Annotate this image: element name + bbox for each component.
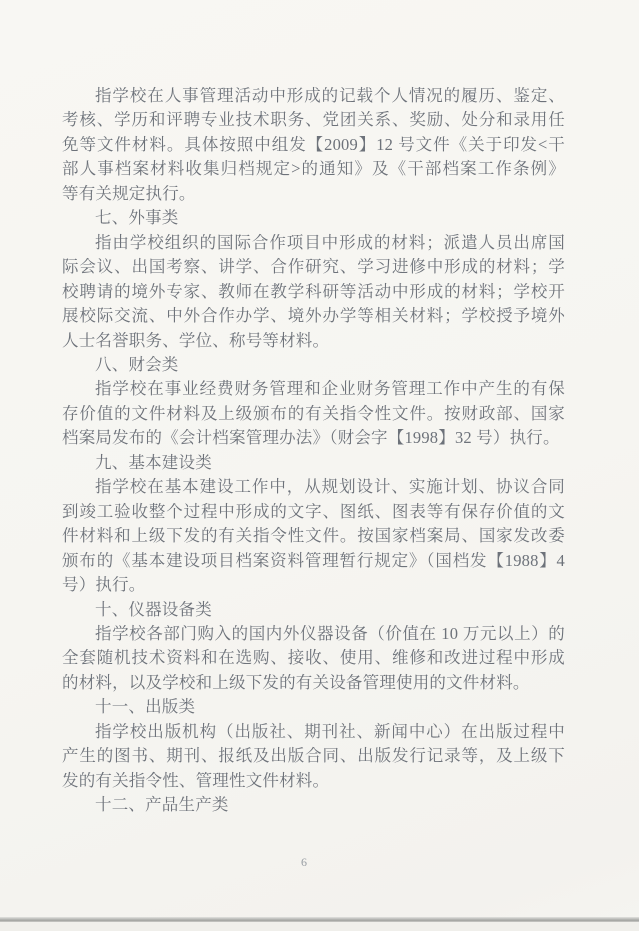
text-line: 人士名誉职务、学位、称号等材料。: [62, 330, 330, 350]
text-line: 产生的图书、期刊、报纸及出版合同、出版发行记录等，及上级下: [62, 746, 565, 766]
text-line: 免等文件材料。具体按照中组发【2009】12 号文件《关于印发<干: [62, 134, 565, 154]
document-body: [62, 84, 565, 818]
text-line: 指学校在基本建设工作中，从规划设计、实施计划、协议合同: [95, 477, 565, 497]
section-heading: 十二、产品生产类: [95, 795, 229, 815]
text-line: 际会议、出国考察、讲学、合作研究、学习进修中形成的材料；学: [62, 257, 565, 277]
section-heading: 十、仪器设备类: [95, 599, 212, 619]
text-line: 全套随机技术资料和在选购、接收、使用、维修和改进过程中形成: [62, 648, 565, 668]
text-line: 展校际交流、中外合作办学、境外办学等相关材料；学校授予境外: [62, 306, 565, 326]
section-heading: 八、财会类: [95, 354, 179, 374]
section-heading: 十一、出版类: [95, 697, 196, 717]
text-line: 指由学校组织的国际合作项目中形成的材料；派遣人员出席国: [95, 232, 565, 252]
section-heading: 九、基本建设类: [95, 452, 212, 472]
text-line: 档案局发布的《会计档案管理办法》（财会字【1998】32 号）执行。: [62, 428, 560, 448]
text-line: 的材料，以及学校和上级下发的有关设备管理使用的文件材料。: [62, 672, 530, 692]
text-line: 指学校在事业经费财务管理和企业财务管理工作中产生的有保: [95, 379, 565, 399]
page-number: 6: [301, 855, 307, 869]
text-line: 号）执行。: [62, 575, 146, 595]
text-line: 存价值的文件材料及上级颁布的有关指令性文件。按财政部、国家: [62, 403, 565, 423]
text-line: 部人事档案材料收集归档规定>的通知》及《干部档案工作条例》: [62, 159, 565, 179]
text-line: 件材料和上级下发的有关指令性文件。按国家档案局、国家发改委: [62, 526, 565, 546]
text-line: 发的有关指令性、管理性文件材料。: [62, 770, 330, 790]
text-line: 指学校出版机构（出版社、期刊社、新闻中心）在出版过程中: [95, 721, 565, 741]
text-line: 颁布的《基本建设项目档案资料管理暂行规定》（国档发【1988】4: [62, 550, 565, 570]
text-line: 指学校各部门购入的国内外仪器设备（价值在 10 万元以上）的: [95, 623, 565, 643]
scan-background-strip: [0, 922, 639, 931]
text-line: 等有关规定执行。: [62, 183, 196, 203]
text-line: 到竣工验收整个过程中形成的文字、图纸、图表等有保存价值的文: [62, 501, 565, 521]
text-line: 考核、学历和评聘专业技术职务、党团关系、奖励、处分和录用任: [62, 110, 565, 130]
section-heading: 七、外事类: [95, 208, 179, 228]
text-line: 校聘请的境外专家、教师在教学科研等活动中形成的材料；学校开: [62, 281, 565, 301]
text-line: 指学校在人事管理活动中形成的记载个人情况的履历、鉴定、: [95, 86, 565, 105]
